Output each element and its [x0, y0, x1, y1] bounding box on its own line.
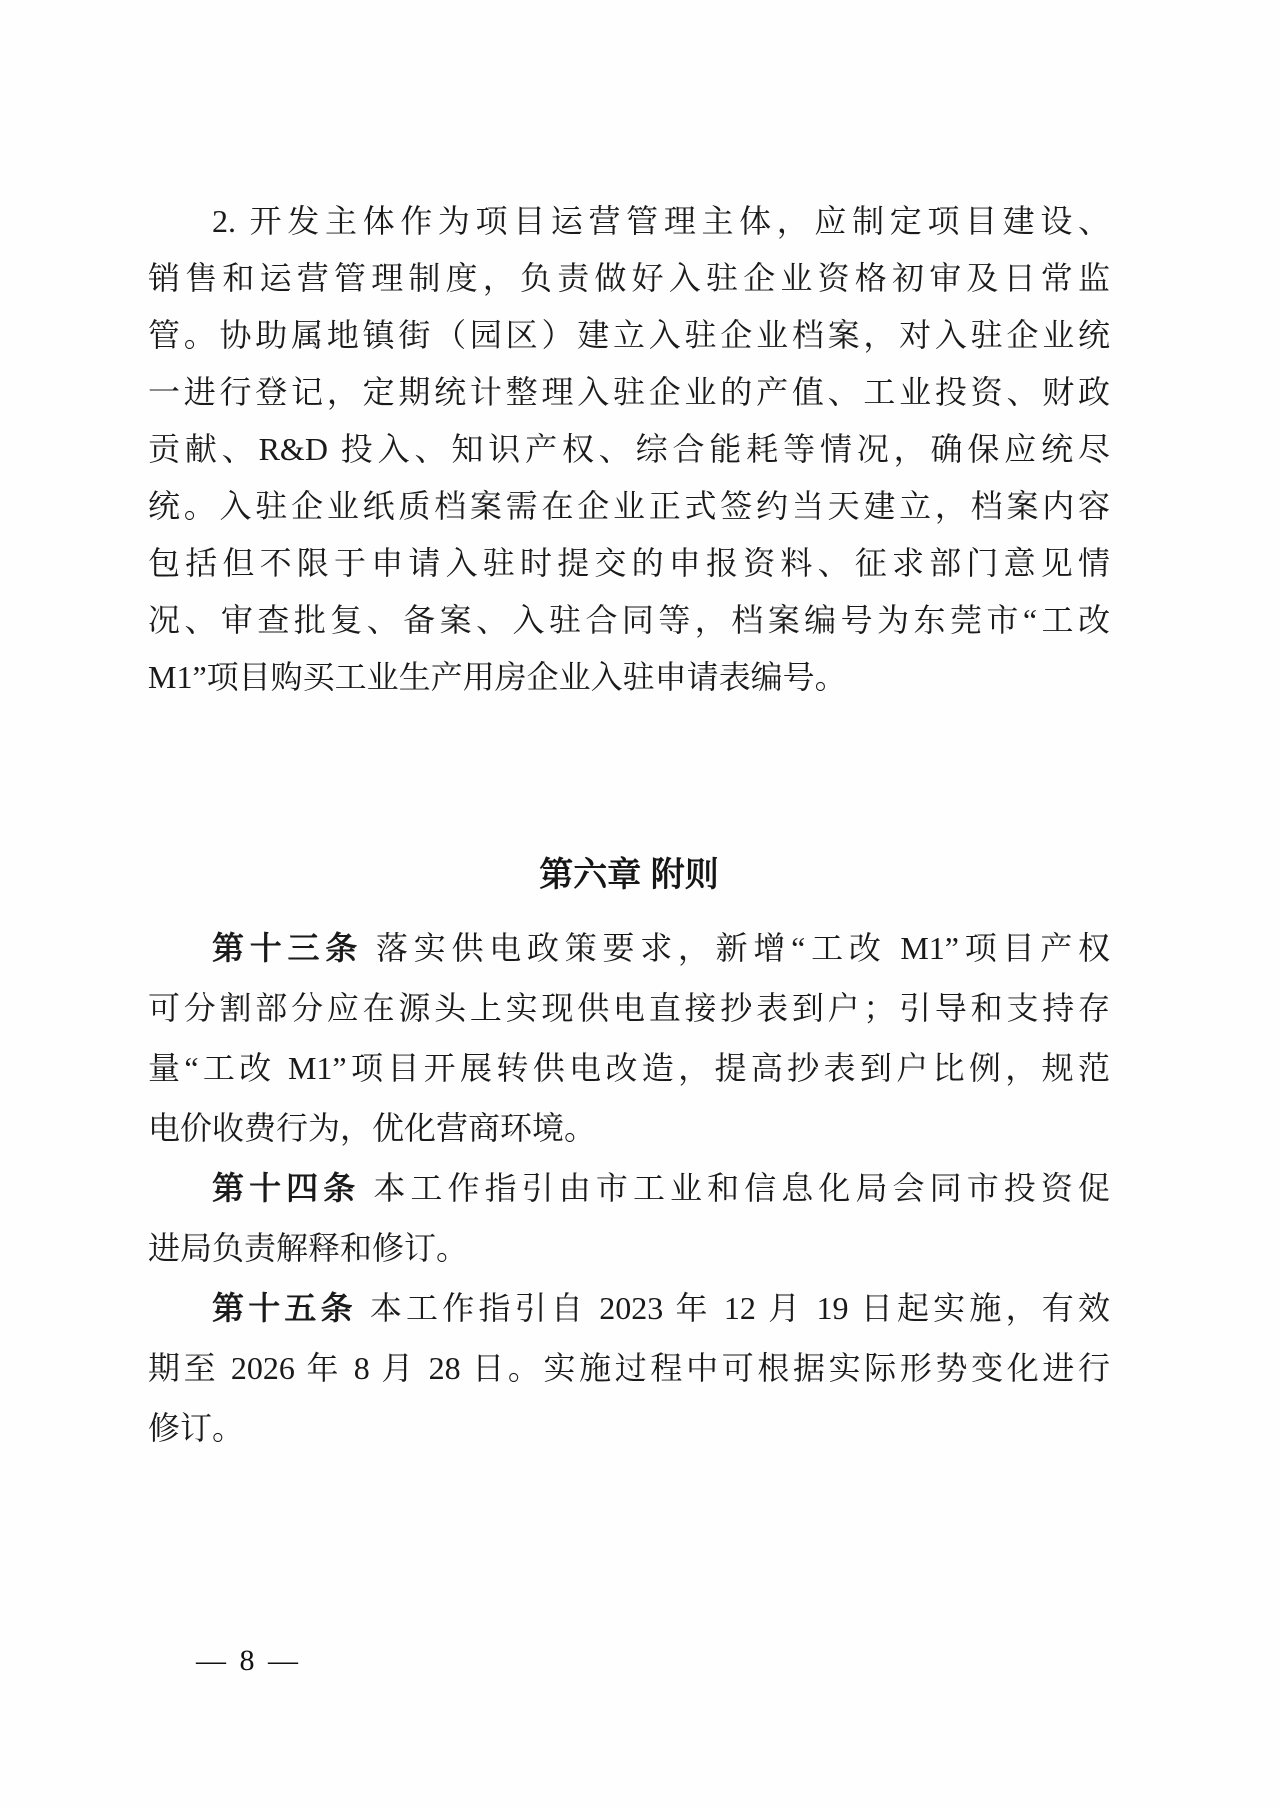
paragraph-line: 管。协助属地镇街（园区）建立入驻企业档案，对入驻企业统 — [148, 317, 1110, 353]
article-14-line: 进局负责解释和修订。 — [148, 1230, 469, 1266]
paragraph-line: 包括但不限于申请入驻时提交的申报资料、征求部门意见情 — [148, 545, 1110, 581]
article-15-label: 第十五条 — [212, 1290, 357, 1326]
paragraph-line: 2. 开发主体作为项目运营管理主体，应制定项目建设、 — [212, 203, 1110, 239]
article-14-line — [148, 1158, 1110, 1218]
paragraph-line: 统。入驻企业纸质档案需在企业正式签约当天建立，档案内容 — [148, 488, 1110, 524]
article-14-label: 第十四条 — [212, 1170, 361, 1206]
paragraph-line: 贡献、R&D 投入、知识产权、综合能耗等情况，确保应统尽 — [148, 431, 1110, 467]
paragraph-line: M1”项目购买工业生产用房企业入驻申请表编号。 — [148, 659, 847, 695]
article-13-line: 电价收费行为，优化营商环境。 — [148, 1110, 597, 1146]
article-15-line: 期至 2026 年 8 月 28 日。实施过程中可根据实际形势变化进行 — [148, 1350, 1110, 1386]
page-number: — 8 — — [196, 1644, 301, 1677]
article-13-line — [148, 918, 1110, 978]
paragraph-line: 一进行登记，定期统计整理入驻企业的产值、工业投资、财政 — [148, 374, 1110, 410]
article-14-text: 本工作指引由市工业和信息化局会同市投资促 — [373, 1170, 1110, 1206]
article-15-line — [148, 1278, 1110, 1338]
paragraph-line: 况、审查批复、备案、入驻合同等，档案编号为东莞市“工改 — [148, 602, 1110, 638]
articles-section — [148, 918, 1110, 1458]
article-13-label: 第十三条 — [212, 930, 363, 966]
article-15-text: 本工作指引自 2023 年 12 月 19 日起实施，有效 — [369, 1290, 1110, 1326]
intro-paragraph — [148, 193, 1110, 706]
article-13-line: 量“工改 M1”项目开展转供电改造，提高抄表到户比例，规范 — [148, 1050, 1110, 1086]
paragraph-line: 销售和运营管理制度，负责做好入驻企业资格初审及日常监 — [148, 260, 1110, 296]
article-13-line: 可分割部分应在源头上实现供电直接抄表到户；引导和支持存 — [148, 990, 1110, 1026]
article-15-line: 修订。 — [148, 1410, 245, 1446]
chapter-heading: 第六章 附则 — [539, 856, 719, 894]
article-13-text: 落实供电政策要求，新增“工改 M1”项目产权 — [375, 930, 1110, 966]
